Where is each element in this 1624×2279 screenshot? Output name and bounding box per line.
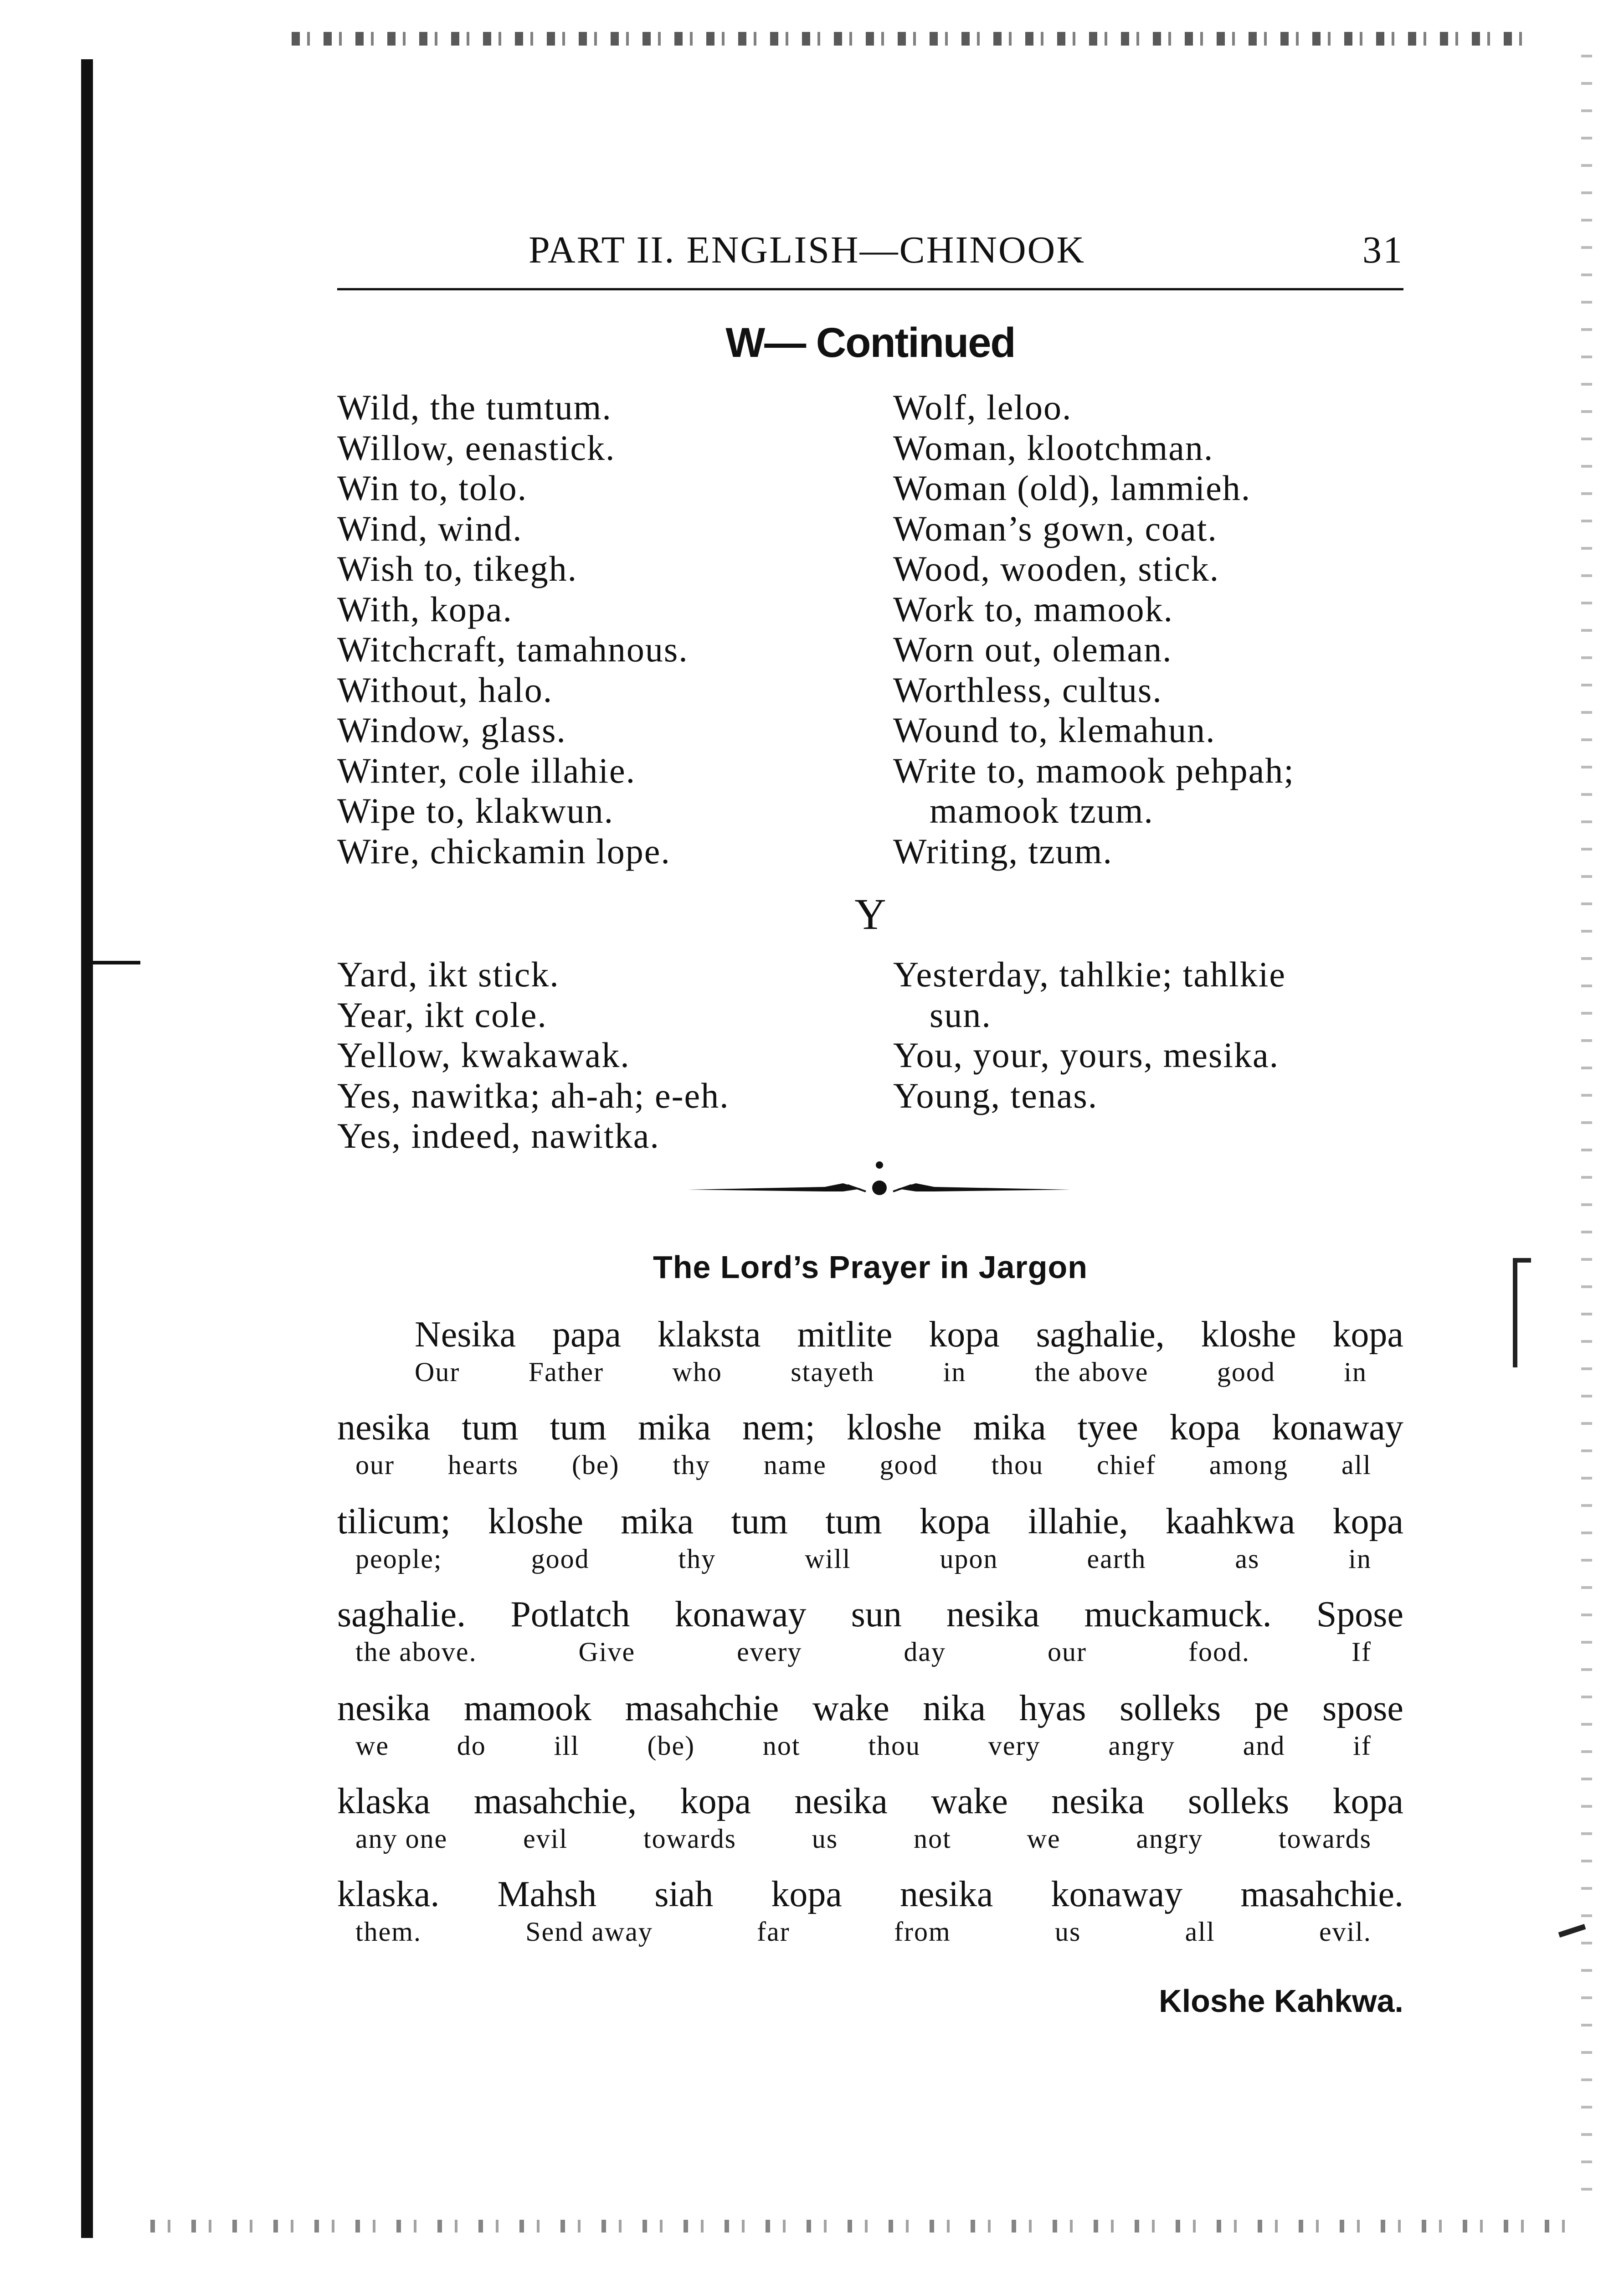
w-entries-right [893,387,1295,871]
page-number: 31 [1362,229,1403,271]
glossary-entry: Wish to, tikegh. [337,549,578,588]
gloss-word: not [914,1824,951,1854]
glossary-entry: Yard, ikt stick. [337,954,560,994]
glossary-entry: sun. [930,995,992,1035]
glossary-entry: Writing, tzum. [893,831,1113,871]
gloss-word: food. [1188,1637,1250,1667]
jargon-word: mamook [464,1688,591,1728]
jargon-word: konaway [1272,1408,1403,1448]
gloss-word: as [1235,1544,1260,1574]
gloss-word: in [943,1357,966,1387]
header-rule [337,288,1403,290]
jargon-word: nesika [337,1408,431,1448]
glossary-entry: Wind, wind. [337,508,523,548]
prayer-line [337,1686,1403,1761]
gloss-word: thou [991,1450,1044,1480]
gloss-word: evil [523,1824,568,1854]
glossary-entry: Yesterday, tahlkie; tahlkie [893,954,1286,994]
jargon-text [337,1779,1403,1823]
y-entries-left [337,954,730,1156]
gloss-word: angry [1108,1731,1175,1761]
glossary-entry: Window, glass. [337,710,566,750]
jargon-word: konaway [674,1594,807,1634]
jargon-word: nesika [337,1688,431,1728]
jargon-text [337,1500,1403,1543]
jargon-word: mitlite [797,1315,893,1355]
english-gloss [337,1356,1403,1387]
jargon-word: kopa [1332,1315,1403,1355]
glossary-entry: Worthless, cultus. [893,670,1162,710]
gloss-word: the above [1034,1357,1149,1387]
jargon-word: kloshe [488,1501,584,1542]
glossary-entry: Yellow, kwakawak. [337,1035,630,1075]
glossary-entry: Wild, the tumtum. [337,387,612,427]
gloss-word: Father [528,1357,604,1387]
gloss-word: upon [940,1544,998,1574]
jargon-word: Mahsh [497,1874,597,1914]
jargon-word: saghalie. [337,1594,466,1634]
gloss-word: good [531,1544,590,1574]
glossary-entry: Wire, chickamin lope. [337,831,671,871]
gloss-word: chief [1097,1450,1156,1480]
gloss-word: any one [355,1824,448,1854]
gloss-word: (be) [647,1731,695,1761]
gloss-word: will [805,1544,851,1574]
jargon-word: siah [654,1874,714,1914]
gloss-word: good [1217,1357,1275,1387]
gloss-word: all [1185,1917,1215,1947]
jargon-word: mika [973,1408,1046,1448]
prayer-line [337,1313,1403,1387]
jargon-text [337,1686,1403,1730]
ornament-divider [688,1161,1071,1202]
gloss-word: if [1353,1731,1372,1761]
gloss-word: we [1027,1824,1061,1854]
gloss-word: from [894,1917,951,1947]
jargon-word: Nesika [415,1315,516,1355]
jargon-word: tum [731,1501,788,1542]
gloss-word: us [812,1824,838,1854]
section-heading-y: Y [854,890,886,938]
jargon-word: mika [621,1501,694,1542]
jargon-word: klaska. [337,1874,440,1914]
glossary-entry: Willow, eenastick. [337,428,616,468]
gloss-word: and [1243,1731,1285,1761]
glossary-entry: Wood, wooden, stick. [893,549,1220,588]
gloss-word: in [1348,1544,1372,1574]
jargon-word: nesika [1051,1781,1145,1821]
jargon-word: wake [812,1688,889,1728]
jargon-word: illahie, [1028,1501,1128,1542]
margin-bracket-mark [1513,1258,1517,1367]
gloss-word: day [904,1637,946,1667]
jargon-word: solleks [1187,1781,1290,1821]
jargon-word: tilicum; [337,1501,451,1542]
jargon-word: sun [851,1594,902,1634]
jargon-word: nesika [899,1874,993,1914]
jargon-word: kopa [919,1501,991,1542]
gloss-word: people; [355,1544,442,1574]
jargon-word: klaska [337,1781,431,1821]
glossary-entry: Yes, nawitka; ah-ah; e-eh. [337,1075,730,1115]
glossary-entry: mamook tzum. [930,791,1154,830]
glossary-entry: Witchcraft, tamahnous. [337,629,689,669]
gloss-word: thou [868,1731,921,1761]
prayer-line [337,1500,1403,1574]
glossary-entry: Win to, tolo. [337,468,528,508]
gloss-word: our [1048,1637,1087,1667]
glossary-entry: Without, halo. [337,670,553,710]
glossary-entry: You, your, yours, mesika. [893,1035,1280,1075]
jargon-word: hyas [1019,1688,1086,1728]
jargon-word: Potlatch [510,1594,630,1634]
jargon-word: nika [923,1688,986,1728]
glossary-entry: Woman (old), lammieh. [893,468,1251,508]
jargon-word: kloshe [1201,1315,1296,1355]
jargon-word: muckamuck. [1084,1594,1272,1634]
gloss-word: in [1344,1357,1367,1387]
jargon-word: kopa [1332,1501,1403,1542]
jargon-word: tum [825,1501,882,1542]
glossary-entry: Year, ikt cole. [337,995,547,1035]
jargon-word: mika [638,1408,711,1448]
english-gloss [337,1449,1403,1480]
prayer-title: The Lord’s Prayer in Jargon [653,1249,1088,1285]
gloss-word: do [457,1731,486,1761]
jargon-word: masahchie, [473,1781,637,1821]
gloss-word: (be) [571,1450,620,1480]
glossary-entry: Work to, mamook. [893,589,1173,629]
gloss-word: our [355,1450,395,1480]
glossary-entry: Worn out, oleman. [893,629,1172,669]
scan-edge-bottom [150,2220,1586,2233]
scan-edge-top [292,32,1522,46]
english-gloss [337,1730,1403,1761]
gloss-word: angry [1136,1824,1203,1854]
prayer-closing: Kloshe Kahkwa. [1159,1983,1403,2019]
jargon-word: masahchie [625,1688,779,1728]
prayer-line [337,1779,1403,1854]
jargon-word: nesika [946,1594,1040,1634]
w-entries-left [337,387,689,871]
gloss-word: good [879,1450,938,1480]
jargon-word: pe [1254,1688,1289,1728]
scan-edge-right [1581,55,1592,2197]
glossary-entry: Woman, klootchman. [893,428,1214,468]
prayer-line [337,1593,1403,1667]
gloss-word: thy [673,1450,711,1480]
gloss-word: evil. [1319,1917,1372,1947]
glossary-entry: Yes, indeed, nawitka. [337,1116,660,1155]
running-title: PART II. ENGLISH—CHINOOK [529,229,1085,271]
jargon-word: wake [931,1781,1008,1821]
gloss-word: Our [415,1357,460,1387]
gloss-word: earth [1087,1544,1146,1574]
gloss-word: towards [1278,1824,1372,1854]
gloss-word: stayeth [791,1357,875,1387]
jargon-word: konaway [1051,1874,1183,1914]
english-gloss [337,1543,1403,1574]
glossary-entry: Wound to, klemahun. [893,710,1216,750]
glossary-entry: Write to, mamook pehpah; [893,750,1295,790]
glossary-entry: Wipe to, klakwun. [337,791,614,830]
jargon-word: kopa [771,1874,842,1914]
jargon-word: nesika [794,1781,888,1821]
jargon-word: kopa [1169,1408,1241,1448]
gloss-word: thy [678,1544,716,1574]
jargon-word: kaahkwa [1165,1501,1295,1542]
jargon-word: tyee [1077,1408,1138,1448]
gloss-word: hearts [447,1450,519,1480]
jargon-text [337,1406,1403,1449]
gloss-word: among [1209,1450,1289,1480]
gloss-word: we [355,1731,389,1761]
jargon-word: kopa [680,1781,751,1821]
gloss-word: who [672,1357,722,1387]
gloss-word: them. [355,1917,421,1947]
gloss-word: every [737,1637,802,1667]
jargon-word: kloshe [846,1408,942,1448]
gloss-word: If [1351,1637,1372,1667]
glossary-entry: Young, tenas. [893,1075,1098,1115]
gloss-word: very [988,1731,1041,1761]
gloss-word: the above. [355,1637,477,1667]
gloss-word: all [1341,1450,1372,1480]
english-gloss [337,1823,1403,1854]
jargon-word: tum [550,1408,607,1448]
binding-edge [81,59,93,2238]
gloss-word: us [1055,1917,1081,1947]
jargon-word: tum [462,1408,519,1448]
jargon-word: kopa [929,1315,1000,1355]
jargon-word: nem; [742,1408,815,1448]
jargon-word: spose [1322,1688,1403,1728]
jargon-word: saghalie, [1036,1315,1165,1355]
jargon-word: Spose [1316,1594,1403,1634]
english-gloss [337,1916,1403,1947]
english-gloss [337,1636,1403,1667]
gloss-word: far [757,1917,790,1947]
gloss-word: ill [554,1731,580,1761]
glossary-entry: Wolf, leloo. [893,387,1072,427]
binding-mark [81,961,140,964]
jargon-word: masahchie. [1240,1874,1403,1914]
gloss-word: not [762,1731,801,1761]
jargon-word: klaksta [657,1315,761,1355]
jargon-text [337,1872,1403,1916]
gloss-word: Give [578,1637,636,1667]
y-entries-right [893,954,1286,1116]
jargon-text [337,1593,1403,1636]
jargon-text [337,1313,1403,1356]
glossary-entry: Winter, cole illahie. [337,750,636,790]
jargon-word: solleks [1120,1688,1221,1728]
gloss-word: Send away [525,1917,653,1947]
jargon-word: papa [552,1315,622,1355]
prayer-line [337,1406,1403,1480]
gloss-word: name [763,1450,827,1480]
jargon-word: kopa [1332,1781,1403,1821]
gloss-word: towards [643,1824,736,1854]
section-heading-w: W— Continued [725,320,1015,366]
glossary-entry: With, kopa. [337,589,513,629]
prayer-line [337,1872,1403,1947]
glossary-entry: Woman’s gown, coat. [893,508,1218,548]
